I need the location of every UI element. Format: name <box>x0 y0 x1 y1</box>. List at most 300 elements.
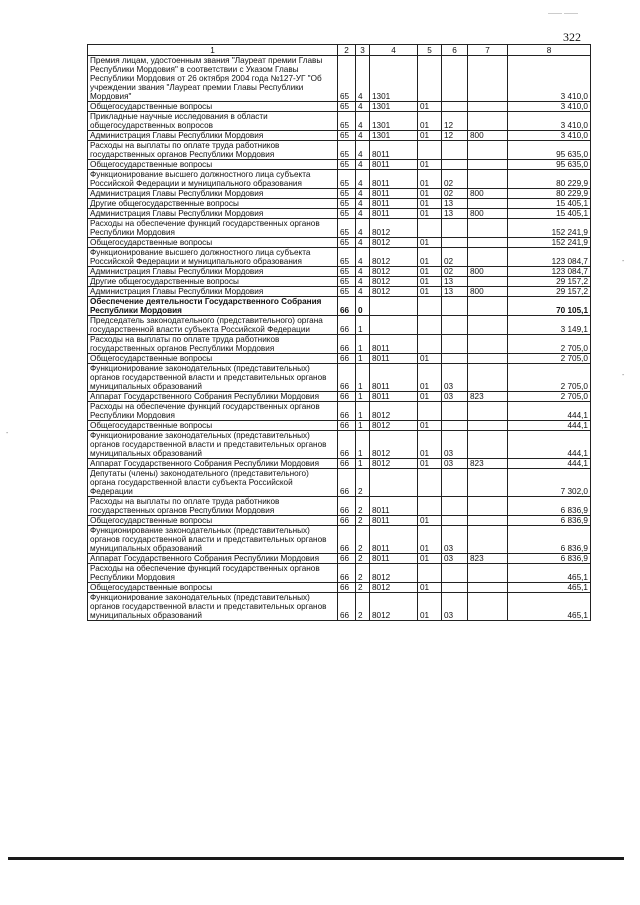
row-subsection-cell: 03 <box>442 364 468 392</box>
row-subcode-cell: 4 <box>356 170 370 189</box>
table-row <box>88 364 591 392</box>
row-subsection-cell: 12 <box>442 112 468 131</box>
row-target-cell: 8012 <box>370 402 418 421</box>
row-name-cell: Аппарат Государственного Собрания Республики Мордовия <box>88 459 338 469</box>
row-subcode-cell: 2 <box>356 583 370 593</box>
row-code-cell: 65 <box>338 141 356 160</box>
table-row <box>88 56 591 102</box>
table-row <box>88 583 591 593</box>
row-amount-cell: 465,1 <box>508 583 591 593</box>
row-section-cell: 01 <box>418 170 442 189</box>
row-target-cell: 8011 <box>370 392 418 402</box>
table-row <box>88 277 591 287</box>
scan-artifact: —— —— <box>548 10 578 17</box>
row-name-cell: Другие общегосударственные вопросы <box>88 277 338 287</box>
row-target-cell: 8011 <box>370 160 418 170</box>
table-row <box>88 160 591 170</box>
row-name-cell: Администрация Главы Республики Мордовия <box>88 189 338 199</box>
row-subcode-cell: 1 <box>356 316 370 335</box>
row-section-cell <box>418 469 442 497</box>
row-code-cell: 65 <box>338 277 356 287</box>
row-code-cell: 65 <box>338 170 356 189</box>
row-subcode-cell: 4 <box>356 131 370 141</box>
row-subcode-cell: 4 <box>356 219 370 238</box>
row-subcode-cell: 2 <box>356 564 370 583</box>
row-code-cell: 66 <box>338 469 356 497</box>
row-section-cell: 01 <box>418 354 442 364</box>
row-target-cell: 8011 <box>370 526 418 554</box>
row-target-cell: 8012 <box>370 277 418 287</box>
row-ministry-cell: 800 <box>468 267 508 277</box>
table-row <box>88 238 591 248</box>
row-name-cell: Общегосударственные вопросы <box>88 160 338 170</box>
header-cell: 1 <box>88 45 338 56</box>
row-code-cell: 66 <box>338 516 356 526</box>
scan-artifact: - <box>622 372 625 379</box>
scan-artifact: - <box>6 430 9 437</box>
row-code-cell: 65 <box>338 219 356 238</box>
row-ministry-cell <box>468 593 508 621</box>
row-target-cell: 8012 <box>370 238 418 248</box>
row-amount-cell: 123 084,7 <box>508 267 591 277</box>
row-subsection-cell <box>442 297 468 316</box>
table-row <box>88 402 591 421</box>
row-subcode-cell: 4 <box>356 102 370 112</box>
row-name-cell: Аппарат Государственного Собрания Республики Мордовия <box>88 554 338 564</box>
row-amount-cell: 6 836,9 <box>508 554 591 564</box>
header-cell: 4 <box>370 45 418 56</box>
row-ministry-cell <box>468 564 508 583</box>
header-cell: 7 <box>468 45 508 56</box>
table-row <box>88 469 591 497</box>
row-amount-cell: 95 635,0 <box>508 141 591 160</box>
row-subsection-cell <box>442 402 468 421</box>
row-ministry-cell <box>468 364 508 392</box>
row-subsection-cell: 02 <box>442 189 468 199</box>
table-row <box>88 526 591 554</box>
row-section-cell: 01 <box>418 248 442 267</box>
row-name-cell: Общегосударственные вопросы <box>88 354 338 364</box>
row-amount-cell: 444,1 <box>508 459 591 469</box>
row-name-cell: Функционирование высшего должностного лица субъекта Российской Федерации и муниципального образования <box>88 248 338 267</box>
row-subcode-cell: 4 <box>356 277 370 287</box>
row-section-cell <box>418 297 442 316</box>
row-code-cell: 66 <box>338 354 356 364</box>
row-subsection-cell: 03 <box>442 392 468 402</box>
row-code-cell: 65 <box>338 189 356 199</box>
row-amount-cell: 80 229,9 <box>508 170 591 189</box>
row-target-cell <box>370 297 418 316</box>
row-code-cell: 66 <box>338 392 356 402</box>
row-target-cell: 8012 <box>370 421 418 431</box>
table-row <box>88 287 591 297</box>
row-amount-cell: 152 241,9 <box>508 238 591 248</box>
row-target-cell: 1301 <box>370 102 418 112</box>
row-subsection-cell: 13 <box>442 287 468 297</box>
table-row <box>88 189 591 199</box>
row-name-cell: Депутаты (члены) законодательного (представительного) органа государственной власти субъекта Российской Федерации <box>88 469 338 497</box>
row-name-cell: Премия лицам, удостоенным звания "Лауреат премии Главы Республики Мордовия" в соответствии с Указом Главы Республики Мордовия от 26 октября 2004 года №127-УГ "Об учреждении звания "Лауреат премии Главы Республики Мордовия" <box>88 56 338 102</box>
row-subsection-cell <box>442 497 468 516</box>
bottom-rule <box>8 857 624 860</box>
row-ministry-cell: 800 <box>468 189 508 199</box>
row-section-cell: 01 <box>418 516 442 526</box>
table-row <box>88 141 591 160</box>
row-ministry-cell <box>468 497 508 516</box>
row-code-cell: 66 <box>338 316 356 335</box>
row-ministry-cell <box>468 297 508 316</box>
row-section-cell <box>418 316 442 335</box>
page-number: 322 <box>563 30 581 44</box>
row-amount-cell: 29 157,2 <box>508 277 591 287</box>
row-target-cell: 8011 <box>370 199 418 209</box>
row-subsection-cell: 03 <box>442 459 468 469</box>
row-code-cell: 65 <box>338 248 356 267</box>
table-row <box>88 199 591 209</box>
row-name-cell: Общегосударственные вопросы <box>88 421 338 431</box>
row-section-cell <box>418 56 442 102</box>
header-cell: 3 <box>356 45 370 56</box>
row-section-cell: 01 <box>418 131 442 141</box>
row-subsection-cell: 03 <box>442 554 468 564</box>
row-section-cell: 01 <box>418 160 442 170</box>
row-code-cell: 65 <box>338 267 356 277</box>
row-target-cell: 8011 <box>370 497 418 516</box>
row-name-cell: Расходы на обеспечение функций государственных органов Республики Мордовия <box>88 402 338 421</box>
row-amount-cell: 70 105,1 <box>508 297 591 316</box>
header-cell: 5 <box>418 45 442 56</box>
row-subsection-cell <box>442 421 468 431</box>
row-section-cell <box>418 402 442 421</box>
row-target-cell: 8012 <box>370 593 418 621</box>
row-ministry-cell <box>468 277 508 287</box>
row-amount-cell: 444,1 <box>508 402 591 421</box>
row-code-cell: 66 <box>338 583 356 593</box>
row-subsection-cell <box>442 335 468 354</box>
row-section-cell: 01 <box>418 267 442 277</box>
row-name-cell: Функционирование законодательных (представительных) органов государственной власти и представительных органов муниципальных образований <box>88 431 338 459</box>
row-name-cell: Администрация Главы Республики Мордовия <box>88 287 338 297</box>
row-code-cell: 65 <box>338 238 356 248</box>
table-row <box>88 267 591 277</box>
table-row <box>88 516 591 526</box>
row-amount-cell: 80 229,9 <box>508 189 591 199</box>
row-subcode-cell: 1 <box>356 402 370 421</box>
row-ministry-cell <box>468 316 508 335</box>
row-subcode-cell: 2 <box>356 469 370 497</box>
row-ministry-cell <box>468 516 508 526</box>
row-target-cell: 8011 <box>370 364 418 392</box>
table-row <box>88 219 591 238</box>
row-subcode-cell: 1 <box>356 364 370 392</box>
row-ministry-cell <box>468 421 508 431</box>
row-code-cell: 65 <box>338 287 356 297</box>
row-code-cell: 66 <box>338 364 356 392</box>
row-ministry-cell <box>468 112 508 131</box>
row-subcode-cell: 2 <box>356 554 370 564</box>
row-code-cell: 66 <box>338 297 356 316</box>
row-code-cell: 66 <box>338 593 356 621</box>
row-ministry-cell <box>468 102 508 112</box>
row-target-cell: 8011 <box>370 554 418 564</box>
row-name-cell: Расходы на выплаты по оплате труда работников государственных органов Республики Мордовия <box>88 497 338 516</box>
header-cell: 6 <box>442 45 468 56</box>
row-code-cell: 66 <box>338 497 356 516</box>
row-name-cell: Председатель законодательного (представительного) органа государственной власти субъекта Российской Федерации <box>88 316 338 335</box>
row-section-cell: 01 <box>418 431 442 459</box>
row-subsection-cell <box>442 219 468 238</box>
row-amount-cell: 29 157,2 <box>508 287 591 297</box>
row-subcode-cell: 4 <box>356 199 370 209</box>
row-section-cell: 01 <box>418 277 442 287</box>
table-row <box>88 209 591 219</box>
row-subcode-cell: 1 <box>356 459 370 469</box>
row-section-cell: 01 <box>418 392 442 402</box>
row-section-cell: 01 <box>418 421 442 431</box>
row-amount-cell: 95 635,0 <box>508 160 591 170</box>
row-ministry-cell: 823 <box>468 554 508 564</box>
row-amount-cell: 6 836,9 <box>508 497 591 516</box>
row-amount-cell: 2 705,0 <box>508 392 591 402</box>
table-row <box>88 431 591 459</box>
row-subcode-cell: 0 <box>356 297 370 316</box>
row-subsection-cell <box>442 238 468 248</box>
row-name-cell: Администрация Главы Республики Мордовия <box>88 131 338 141</box>
row-section-cell: 01 <box>418 583 442 593</box>
row-subcode-cell: 4 <box>356 248 370 267</box>
row-ministry-cell <box>468 335 508 354</box>
table-row <box>88 459 591 469</box>
row-subsection-cell: 12 <box>442 131 468 141</box>
row-subcode-cell: 2 <box>356 516 370 526</box>
row-target-cell: 8012 <box>370 219 418 238</box>
row-target-cell <box>370 469 418 497</box>
row-subcode-cell: 1 <box>356 421 370 431</box>
row-subcode-cell: 1 <box>356 354 370 364</box>
row-target-cell: 8012 <box>370 248 418 267</box>
row-section-cell: 01 <box>418 526 442 554</box>
header-cell: 8 <box>508 45 591 56</box>
row-name-cell: Функционирование высшего должностного лица субъекта Российской Федерации и муниципального образования <box>88 170 338 189</box>
row-ministry-cell <box>468 199 508 209</box>
table-row <box>88 102 591 112</box>
row-amount-cell: 152 241,9 <box>508 219 591 238</box>
row-name-cell: Администрация Главы Республики Мордовия <box>88 267 338 277</box>
row-section-cell <box>418 141 442 160</box>
row-subsection-cell <box>442 316 468 335</box>
row-subcode-cell: 2 <box>356 526 370 554</box>
row-ministry-cell <box>468 431 508 459</box>
row-target-cell: 8012 <box>370 287 418 297</box>
row-target-cell: 8011 <box>370 170 418 189</box>
row-subcode-cell: 4 <box>356 287 370 297</box>
row-subsection-cell: 13 <box>442 277 468 287</box>
row-code-cell: 66 <box>338 459 356 469</box>
row-target-cell: 8012 <box>370 583 418 593</box>
row-amount-cell: 15 405,1 <box>508 209 591 219</box>
row-section-cell: 01 <box>418 238 442 248</box>
row-subcode-cell: 2 <box>356 497 370 516</box>
row-code-cell: 65 <box>338 160 356 170</box>
row-ministry-cell <box>468 141 508 160</box>
row-subsection-cell: 03 <box>442 593 468 621</box>
row-name-cell: Общегосударственные вопросы <box>88 516 338 526</box>
row-code-cell: 66 <box>338 335 356 354</box>
row-subsection-cell: 03 <box>442 431 468 459</box>
row-name-cell: Функционирование законодательных (представительных) органов государственной власти и представительных органов муниципальных образований <box>88 364 338 392</box>
row-ministry-cell: 800 <box>468 209 508 219</box>
row-target-cell: 8011 <box>370 516 418 526</box>
row-amount-cell: 444,1 <box>508 431 591 459</box>
row-ministry-cell: 823 <box>468 459 508 469</box>
row-target-cell: 8011 <box>370 335 418 354</box>
row-name-cell: Общегосударственные вопросы <box>88 583 338 593</box>
row-subcode-cell: 4 <box>356 141 370 160</box>
row-code-cell: 65 <box>338 199 356 209</box>
row-target-cell: 8011 <box>370 354 418 364</box>
row-subsection-cell: 02 <box>442 170 468 189</box>
row-ministry-cell <box>468 219 508 238</box>
row-name-cell: Аппарат Государственного Собрания Республики Мордовия <box>88 392 338 402</box>
row-subcode-cell: 4 <box>356 267 370 277</box>
table-header-row <box>88 45 591 56</box>
row-name-cell: Другие общегосударственные вопросы <box>88 199 338 209</box>
row-code-cell: 66 <box>338 421 356 431</box>
row-ministry-cell <box>468 402 508 421</box>
row-name-cell: Функционирование законодательных (представительных) органов государственной власти и представительных органов муниципальных образований <box>88 593 338 621</box>
row-subcode-cell: 4 <box>356 112 370 131</box>
row-code-cell: 65 <box>338 209 356 219</box>
row-subcode-cell: 4 <box>356 160 370 170</box>
row-amount-cell: 444,1 <box>508 421 591 431</box>
row-ministry-cell <box>468 56 508 102</box>
row-subsection-cell <box>442 469 468 497</box>
row-target-cell: 8011 <box>370 209 418 219</box>
row-amount-cell: 123 084,7 <box>508 248 591 267</box>
row-subsection-cell: 03 <box>442 526 468 554</box>
row-section-cell: 01 <box>418 364 442 392</box>
row-name-cell: Администрация Главы Республики Мордовия <box>88 209 338 219</box>
row-target-cell: 1301 <box>370 131 418 141</box>
row-ministry-cell <box>468 248 508 267</box>
table-row <box>88 112 591 131</box>
row-subcode-cell: 4 <box>356 56 370 102</box>
table-row <box>88 564 591 583</box>
row-code-cell: 65 <box>338 56 356 102</box>
row-ministry-cell <box>468 160 508 170</box>
row-name-cell: Обеспечение деятельности Государственного Собрания Республики Мордовия <box>88 297 338 316</box>
table-row <box>88 131 591 141</box>
row-section-cell: 01 <box>418 459 442 469</box>
row-target-cell <box>370 316 418 335</box>
row-amount-cell: 3 410,0 <box>508 56 591 102</box>
table-row <box>88 392 591 402</box>
row-subsection-cell: 02 <box>442 248 468 267</box>
row-subcode-cell: 4 <box>356 189 370 199</box>
row-ministry-cell: 800 <box>468 287 508 297</box>
row-target-cell: 1301 <box>370 56 418 102</box>
table-row <box>88 554 591 564</box>
row-subcode-cell: 4 <box>356 209 370 219</box>
table-row <box>88 421 591 431</box>
header-cell: 2 <box>338 45 356 56</box>
row-name-cell: Расходы на выплаты по оплате труда работников государственных органов Республики Мордовия <box>88 335 338 354</box>
row-section-cell <box>418 335 442 354</box>
row-subcode-cell: 1 <box>356 335 370 354</box>
row-section-cell: 01 <box>418 209 442 219</box>
row-subcode-cell: 1 <box>356 431 370 459</box>
row-target-cell: 8011 <box>370 141 418 160</box>
row-amount-cell: 3 410,0 <box>508 102 591 112</box>
row-subsection-cell <box>442 56 468 102</box>
row-name-cell: Расходы на выплаты по оплате труда работников государственных органов Республики Мордовия <box>88 141 338 160</box>
row-ministry-cell <box>468 238 508 248</box>
row-ministry-cell: 823 <box>468 392 508 402</box>
row-amount-cell: 6 836,9 <box>508 516 591 526</box>
row-amount-cell: 465,1 <box>508 593 591 621</box>
row-amount-cell: 3 410,0 <box>508 131 591 141</box>
row-section-cell: 01 <box>418 554 442 564</box>
row-code-cell: 65 <box>338 102 356 112</box>
row-section-cell: 01 <box>418 593 442 621</box>
table-body <box>88 56 591 621</box>
row-name-cell: Общегосударственные вопросы <box>88 238 338 248</box>
row-amount-cell: 15 405,1 <box>508 199 591 209</box>
row-target-cell: 1301 <box>370 112 418 131</box>
row-subsection-cell <box>442 564 468 583</box>
row-amount-cell: 465,1 <box>508 564 591 583</box>
row-ministry-cell: 800 <box>468 131 508 141</box>
row-ministry-cell <box>468 583 508 593</box>
row-subsection-cell <box>442 141 468 160</box>
row-section-cell: 01 <box>418 102 442 112</box>
row-ministry-cell <box>468 469 508 497</box>
row-section-cell: 01 <box>418 287 442 297</box>
row-ministry-cell <box>468 354 508 364</box>
table-row <box>88 297 591 316</box>
row-subsection-cell <box>442 102 468 112</box>
row-code-cell: 66 <box>338 564 356 583</box>
row-ministry-cell <box>468 170 508 189</box>
row-subcode-cell: 4 <box>356 238 370 248</box>
row-code-cell: 66 <box>338 554 356 564</box>
row-amount-cell: 3 149,1 <box>508 316 591 335</box>
row-target-cell: 8012 <box>370 564 418 583</box>
row-name-cell: Расходы на обеспечение функций государственных органов Республики Мордовия <box>88 564 338 583</box>
row-amount-cell: 2 705,0 <box>508 335 591 354</box>
row-name-cell: Общегосударственные вопросы <box>88 102 338 112</box>
row-code-cell: 65 <box>338 112 356 131</box>
row-section-cell: 01 <box>418 112 442 131</box>
table-row <box>88 316 591 335</box>
row-subsection-cell <box>442 354 468 364</box>
row-subsection-cell: 02 <box>442 267 468 277</box>
row-subsection-cell <box>442 160 468 170</box>
table-row <box>88 497 591 516</box>
row-amount-cell: 2 705,0 <box>508 364 591 392</box>
row-amount-cell: 2 705,0 <box>508 354 591 364</box>
row-code-cell: 66 <box>338 431 356 459</box>
budget-table <box>87 44 591 621</box>
table-row <box>88 354 591 364</box>
row-target-cell: 8012 <box>370 431 418 459</box>
row-section-cell <box>418 564 442 583</box>
row-subsection-cell <box>442 583 468 593</box>
table-row <box>88 593 591 621</box>
row-target-cell: 8012 <box>370 267 418 277</box>
row-amount-cell: 3 410,0 <box>508 112 591 131</box>
row-subsection-cell <box>442 516 468 526</box>
